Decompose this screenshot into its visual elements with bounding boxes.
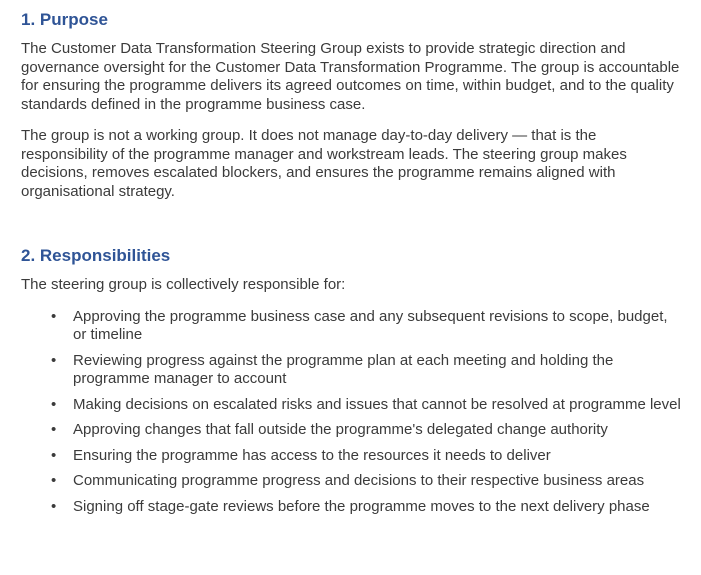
bullet-marker: • <box>51 307 57 325</box>
section-responsibilities <box>21 245 682 516</box>
bullet-text: Signing off stage-gate reviews before the programme moves to the next delivery phase <box>73 497 650 515</box>
section-heading-purpose: 1. Purpose <box>21 10 108 29</box>
bullet-marker: • <box>51 472 57 489</box>
bullet-marker: • <box>51 421 57 438</box>
bullet-marker: • <box>51 395 57 413</box>
bullet-marker: • <box>51 446 57 464</box>
paragraph: The group is not a working group. It does not manage day-to-day delivery — that is the responsibility of the programme manager and workstream leads. The steering group makes decisions, removes escalated blockers, and ensures the programme remains aligned with organisational strategy. <box>21 127 627 200</box>
bullet-text: Approving the programme business case and any subsequent revisions to scope, budget, or timeline <box>73 307 668 343</box>
bullet-list <box>21 308 682 517</box>
bullet-text: Communicating programme progress and decisions to their respective business areas <box>73 472 645 489</box>
bullet-text: Making decisions on escalated risks and issues that cannot be resolved at programme level <box>73 395 681 413</box>
section-heading-responsibilities: 2. Responsibilities <box>21 246 171 265</box>
list-item <box>21 421 682 440</box>
paragraph: The Customer Data Transformation Steering Group exists to provide strategic direction and governance oversight for the Customer Data Transformation Programme. The group is accountable for ensuring the programme delivers its agreed outcomes on time, within budget, and to the quality standards defined in the programme business case. <box>21 40 680 113</box>
list-item <box>21 447 682 466</box>
section-purpose <box>21 9 682 201</box>
bullet-text: Ensuring the programme has access to the resources it needs to deliver <box>73 446 551 464</box>
list-item <box>21 472 682 491</box>
bullet-text: Approving changes that fall outside the programme's delegated change authority <box>73 421 608 438</box>
bullet-text: Reviewing progress against the programme plan at each meeting and holding the programme manager to account <box>73 351 614 387</box>
paragraph: The steering group is collectively responsible for: <box>21 276 346 293</box>
bullet-marker: • <box>51 497 57 515</box>
list-item <box>21 352 682 389</box>
list-item <box>21 308 682 345</box>
list-item <box>21 498 682 517</box>
list-item <box>21 396 682 415</box>
bullet-marker: • <box>51 351 57 369</box>
